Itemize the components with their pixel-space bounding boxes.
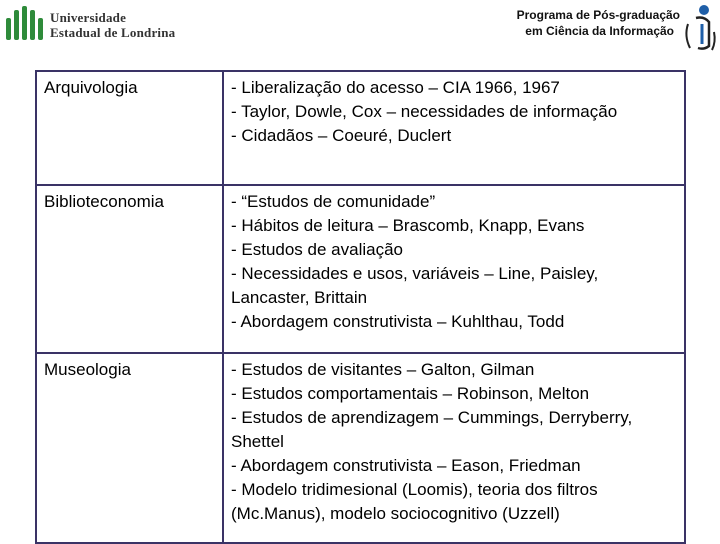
- university-name-line2: Estadual de Londrina: [50, 25, 176, 40]
- studies-cell: [223, 185, 685, 353]
- university-logo: [4, 4, 184, 44]
- table-row: [36, 353, 685, 543]
- uel-emblem-icon: [4, 4, 44, 44]
- university-name: [50, 10, 175, 40]
- studies-cell: [223, 71, 685, 185]
- area-cell: Arquivologia: [36, 71, 223, 185]
- study-item: - Estudos de visitantes – Galton, Gilman: [231, 360, 535, 379]
- study-item: - Modelo tridimesional (Loomis), teoria dos filtros (Mc.Manus), modelo sociocognitivo (Uzzell): [231, 480, 598, 523]
- study-item: - Taylor, Dowle, Cox – necessidades de informação: [231, 102, 618, 121]
- study-item: - Abordagem construtivista – Eason, Friedman: [231, 456, 581, 475]
- area-cell: Museologia: [36, 353, 223, 543]
- university-name-line1: Universidade: [50, 10, 127, 25]
- program-title-line1: Programa de Pós-graduação: [516, 8, 680, 22]
- program-title-line2: em Ciência da Informação: [525, 24, 674, 38]
- study-item: - Estudos de aprendizagem – Cummings, Derryberry, Shettel: [231, 408, 633, 451]
- study-item: - Cidadãos – Coeuré, Duclert: [231, 126, 452, 145]
- information-studies-table: [35, 70, 686, 544]
- study-item: - Liberalização do acesso – CIA 1966, 1967: [231, 78, 560, 97]
- study-item: - Hábitos de leitura – Brascomb, Knapp, Evans: [231, 216, 585, 235]
- study-item: - Necessidades e usos, variáveis – Line, Paisley, Lancaster, Brittain: [231, 264, 599, 307]
- area-cell: Biblioteconomia: [36, 185, 223, 353]
- study-item: - Abordagem construtivista – Kuhlthau, Todd: [231, 312, 565, 331]
- studies-cell: [223, 353, 685, 543]
- study-item: - “Estudos de comunidade”: [231, 192, 436, 211]
- table-row: [36, 71, 685, 185]
- program-logo-icon: [682, 2, 718, 54]
- study-item: - Estudos comportamentais – Robinson, Melton: [231, 384, 590, 403]
- study-item: - Estudos de avaliação: [231, 240, 403, 259]
- program-title: [517, 7, 680, 39]
- table-row: [36, 185, 685, 353]
